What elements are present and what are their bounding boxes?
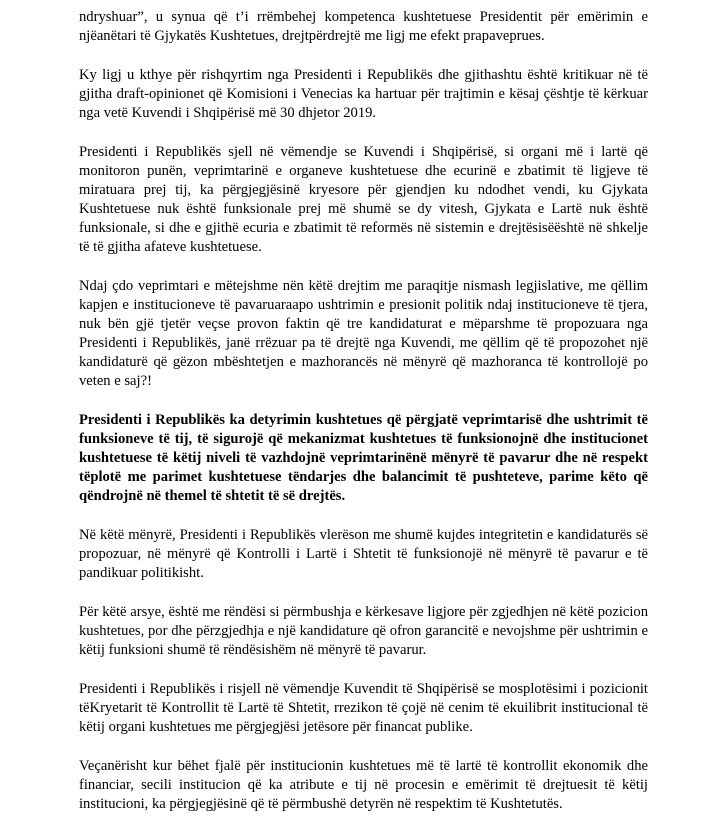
paragraph-8: Presidenti i Republikës i risjell në vëmendje Kuvendit të Shqipërisë se mosplotësimi i pozicionit tëKryetarit të Kontrollit të Lartë të Shtetit, rrezikon të çojë në cenim të ekuilibrit institucional të këtij organi kushtetues me përgjegjësi jetësore për financat publike.: [79, 681, 648, 735]
paragraph-7: Për këtë arsye, është me rëndësi si përmbushja e kërkesave ligjore për zgjedhjen në këtë pozicion kushtetues, por dhe përzgjedhja e një kandidature që ofron garancitë e nevojshme për ushtrimin e këtij funksioni shumë të rëndësishëm në mënyrë të pavarur.: [79, 604, 648, 658]
paragraph-3: Presidenti i Republikës sjell në vëmendje se Kuvendi i Shqipërisë, si organi më i lartë që monitoron punën, veprimtarinë e organeve kushtetuese dhe ecurinë e zbatimit të ligjeve të miratuara prej tij, ka përgjegjësinë kryesore për gjendjen ku ndodhet vendi, ku Gjykata Kushtetuese nuk është funksionale prej më shumë se dy vitesh, Gjykata e Lartë nuk është funksionale, si dhe e gjithë ecuria e zbatimit të reformës në sistemin e drejtësisëështë në shkelje të të gjitha afateve kushtetuese.: [79, 144, 648, 255]
paragraph-2: Ky ligj u kthye për rishqyrtim nga Presidenti i Republikës dhe gjithashtu është kritikuar në të gjitha draft-opinionet që Komisioni i Venecias ka hartuar për trajtimin e kësaj çështje të kërkuar nga vetë Kuvendi i Shqipërisë më 30 dhjetor 2019.: [79, 67, 648, 121]
paragraph-9: Veçanërisht kur bëhet fjalë për institucionin kushtetues më të lartë të kontrollit ekonomik dhe financiar, secili institucion që ka atribute e tij në procesin e emërimit të drejtuesit të këtij institucioni, ka përgjegjësinë që të përmbushë detyrën në respektim të Kushtetutës.: [79, 758, 648, 812]
paragraph-1: ndryshuar”, u synua që t’i rrëmbehej kompetenca kushtetuese Presidentit për emërimin e njëanëtari të Gjykatës Kushtetues, drejtpërdrejtë me ligj me efekt prapaveprues.: [79, 9, 648, 44]
paragraph-5-bold: Presidenti i Republikës ka detyrimin kushtetues që përgjatë veprimtarisë dhe ushtrimit të funksioneve të tij, të sigurojë që mekanizmat kushtetues të funksionojnë dhe institucionet kushtetuese të këtij niveli të vazhdojnë veprimtarinënë mënyrë të pavarur dhe në respekt tëplotë me parimet kushtetuese tëndarjes dhe balancimit të pushteteve, parime këto që qëndrojnë në themel të shtetit të së drejtës.: [79, 412, 648, 504]
paragraph-4: Ndaj çdo veprimtari e mëtejshme nën këtë drejtim me paraqitje nismash legjislative, me qëllim kapjen e institucioneve të pavaruaraapo ushtrimin e presionit politik ndaj institucioneve të tjera, nuk bën gjë tjetër veçse provon faktin që tre kandidaturat e mëparshme të propozuara nga Presidenti i Republikës, janë rrëzuar pa të drejtë nga Kuvendi, me qëllim që të propozohet një kandidaturë që gëzon mbështetjen e mazhorancës në mënyrë që mazhoranca të kontrollojë po veten e saj?!: [79, 278, 648, 389]
paragraph-6: Në këtë mënyrë, Presidenti i Republikës vlerëson me shumë kujdes integritetin e kandidaturës së propozuar, në mënyrë që Kontrolli i Lartë i Shtetit të funksionojë në mënyrë të pavarur e të pandikuar politikisht.: [79, 527, 648, 581]
